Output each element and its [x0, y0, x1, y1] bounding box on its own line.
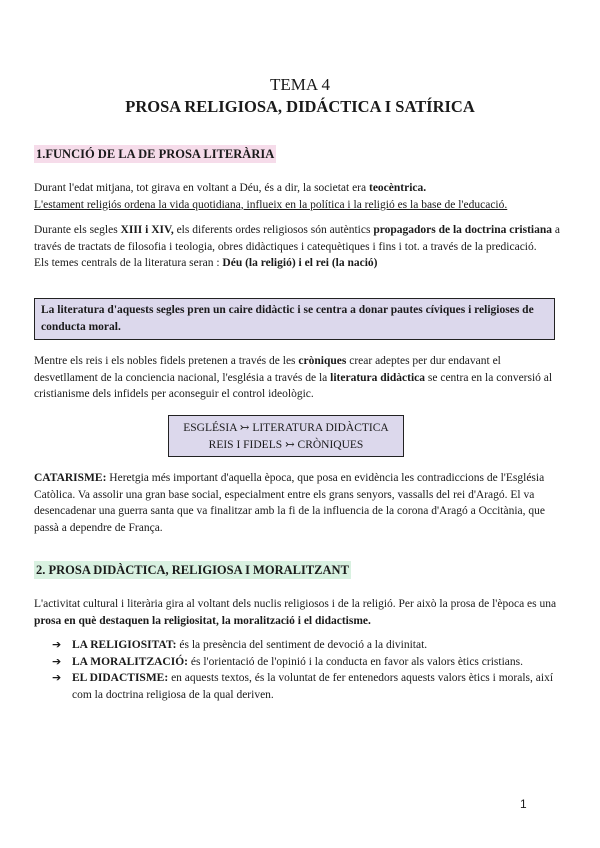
arrow-right-icon: ➔ — [52, 671, 62, 684]
summary-line-church: ESGLÉSIA ↣ LITERATURA DIDÀCTICA — [183, 422, 389, 434]
summary-line-kings: REIS I FIDELS ↣ CRÒNIQUES — [208, 439, 364, 451]
p4-bold-b: literatura didàctica — [330, 371, 426, 384]
s2-p1-text: L'activitat cultural i literària gira al voltant dels nuclis religiosos i de la religió. Per això la prosa de l'època es una — [34, 598, 557, 610]
list-item — [52, 637, 572, 654]
characteristics-list — [52, 637, 572, 703]
catharism-term: CATARISME: — [34, 472, 107, 484]
list-item — [52, 654, 572, 671]
list-item-term: EL DIDACTISME: — [72, 672, 169, 684]
paragraph-chronicles — [34, 353, 564, 403]
list-item — [52, 670, 572, 703]
list-item-text: és la presència del sentiment de devoció a la divinitat. — [176, 639, 428, 651]
p2-bold-b: propagadors de la doctrina cristiana — [373, 224, 553, 236]
p2-text-c: a través de tractats de filosofia i teologia, obres didàctiques i catequètiques i fins i tot. a través de la predicació. — [34, 224, 560, 253]
paragraph-didactic-prose — [34, 596, 564, 629]
arrow-right-icon: ➔ — [52, 638, 62, 651]
paragraph-theocentric — [34, 180, 564, 213]
p2-bold-a: XIII i XIV, — [120, 224, 174, 236]
section-1-heading: 1.FUNCIÓ DE LA DE PROSA LITERÀRIA — [36, 147, 275, 161]
p3-bold: Déu (la religió) i el rei (la nació) — [222, 257, 378, 269]
p3-text: Els temes centrals de la literatura seran : — [34, 257, 223, 269]
p1-text: Durant l'edat mitjana, tot girava en voltant a Déu, és a dir, la societat era — [34, 182, 369, 194]
p4-text-a: Mentre els reis i els nobles fidels pretenen a través de les — [34, 355, 299, 367]
catharism-text: Heretgia més important d'aquella època, que posa en evidència les contradiccions de l'Església Catòlica. Va assolir una gran base social, especialment entre els grans senyors, vassalls del rei d'Aragó. El va desencadenar una guerra santa que va finalitzar amb la fi de la influencia de la corona d'Aragó a Occitània, que passà a dependre de França. — [34, 472, 546, 534]
list-item-term: LA RELIGIOSITAT: — [72, 639, 177, 651]
arrow-right-icon: ➔ — [52, 654, 62, 668]
p4-text-c: se centra en la conversió al cristianisme dels infidels per aconseguir el control ideològic. — [34, 371, 553, 400]
document-title: PROSA RELIGIOSA, DIDÁCTICA I SATÍRICA — [125, 97, 475, 116]
list-item-text: és l'orientació de l'opinió i la conducta en favor als valors ètics cristians. — [187, 655, 523, 668]
p1-bold: teocèntrica. — [368, 182, 427, 194]
section-2-heading: 2. PROSA DIDÀCTICA, RELIGIOSA I MORALITZANT — [36, 563, 349, 577]
paragraph-catharism — [34, 470, 564, 536]
p4-bold-a: cròniques — [298, 355, 347, 367]
p2-text-b: els diferents ordes religiosos són autèntics — [173, 224, 374, 236]
page-number: 1 — [520, 797, 527, 811]
key-idea-box: La literatura d'aquests segles pren un caire didàctic i se centra a donar pautes cíviques i religioses de conducta moral. — [34, 298, 555, 340]
summary-box — [168, 415, 404, 457]
p4-text-b: crear adeptes per dur endavant el desvetllament de la conciencia nacional, l'església a través de la — [34, 355, 501, 384]
list-item-text: en aquests textos, és la voluntat de fer entenedors aquests valors ètics i morals, així com la doctrina religiosa de la qual deriven. — [72, 672, 554, 701]
p2-text-a: Durante els segles — [34, 224, 121, 236]
s2-p1-bold: prosa en què destaquen la religiositat, la moralització i el didactisme. — [34, 614, 371, 627]
topic-title: TEMA 4 — [270, 75, 330, 94]
p1-underlined: L'estament religiós ordena la vida quotidiana, influeix en la política i la religió es la base de l'educació. — [34, 198, 508, 211]
paragraph-centuries — [34, 222, 564, 272]
list-item-term: LA MORALITZACIÓ: — [72, 655, 188, 668]
